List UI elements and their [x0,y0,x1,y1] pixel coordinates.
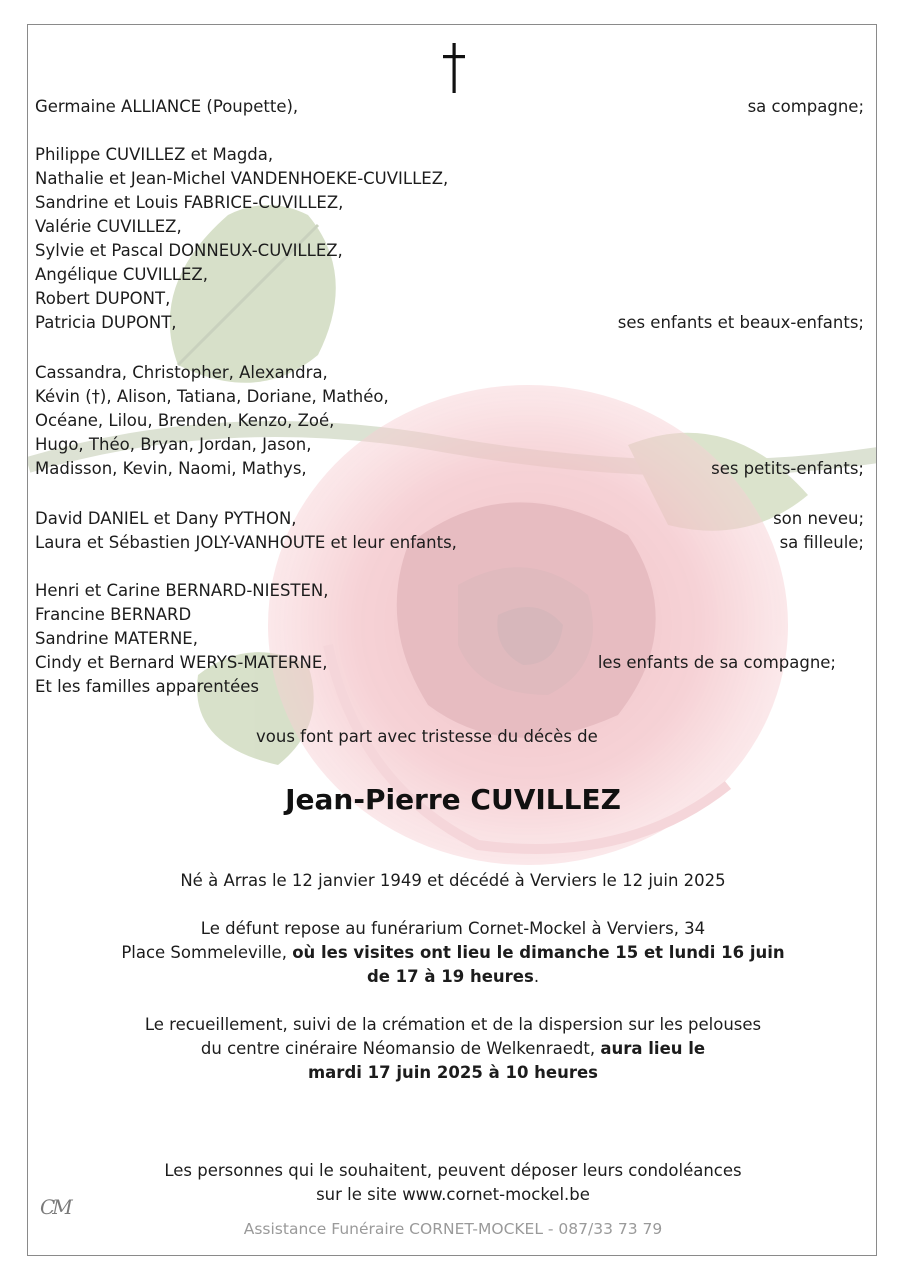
partner-child-name: Cindy et Bernard WERYS-MATERNE, [35,653,328,672]
goddaughter-role: sa filleule; [779,533,864,552]
child-name: Sylvie et Pascal DONNEUX-CUVILLEZ, [35,241,343,260]
relatives-line: Et les familles apparentées [35,677,260,696]
ceremony-line-3: mardi 17 juin 2025 à 10 heures [307,1063,598,1082]
cross-icon [441,43,467,93]
grandchildren-line: Madisson, Kevin, Naomi, Mathys, [35,459,307,478]
visitation-line-2: Place Sommeleville, où les visites ont lieu le dimanche 15 et lundi 16 juin [121,943,785,962]
visitation-line-1: Le défunt repose au funérarium Cornet-Mockel à Verviers, 34 [200,919,706,938]
grandchildren-line: Océane, Lilou, Brenden, Kenzo, Zoé, [35,411,335,430]
nephew-name: David DANIEL et Dany PYTHON, [35,509,297,528]
partner-child-name: Francine BERNARD [35,605,192,624]
grandchildren-line: Kévin (†), Alison, Tatiana, Doriane, Mathéo, [35,387,389,406]
nephew-role: son neveu; [773,509,864,528]
child-name: Robert DUPONT, [35,289,171,308]
children-role: ses enfants et beaux-enfants; [617,313,864,332]
child-name: Patricia DUPONT, [35,313,177,332]
visitation-line-3: de 17 à 19 heures. [366,967,540,986]
child-name: Sandrine et Louis FABRICE-CUVILLEZ, [35,193,344,212]
partner-name: Germaine ALLIANCE (Poupette), [35,97,299,116]
ceremony-line-2: du centre cinéraire Néomansio de Welkenraedt, aura lieu le [200,1039,706,1058]
grandchildren-line: Hugo, Théo, Bryan, Jordan, Jason, [35,435,312,454]
announcement-line: vous font part avec tristesse du décès de [256,727,598,746]
obituary-card [27,24,877,1256]
child-name: Philippe CUVILLEZ et Magda, [35,145,274,164]
ceremony-line-1: Le recueillement, suivi de la crémation et de la dispersion sur les pelouses [144,1015,762,1034]
condolences-line-1: Les personnes qui le souhaitent, peuvent déposer leurs condoléances [164,1161,742,1180]
condolences-line-2: sur le site www.cornet-mockel.be [316,1185,590,1204]
funeral-home-monogram: CM [40,1195,70,1219]
partner-children-role: les enfants de sa compagne; [597,653,836,672]
child-name: Angélique CUVILLEZ, [35,265,208,284]
partner-child-name: Henri et Carine BERNARD-NIESTEN, [35,581,329,600]
footer-contact: Assistance Funéraire CORNET-MOCKEL - 087/33 73 79 [243,1220,663,1238]
grandchildren-line: Cassandra, Christopher, Alexandra, [35,363,328,382]
child-name: Nathalie et Jean-Michel VANDENHOEKE-CUVILLEZ, [35,169,449,188]
partner-child-name: Sandrine MATERNE, [35,629,198,648]
goddaughter-name: Laura et Sébastien JOLY-VANHOUTE et leur enfants, [35,533,457,552]
birth-death-line: Né à Arras le 12 janvier 1949 et décédé à Verviers le 12 juin 2025 [180,871,726,890]
child-name: Valérie CUVILLEZ, [35,217,182,236]
partner-role: sa compagne; [747,97,864,116]
grandchildren-role: ses petits-enfants; [711,459,864,478]
deceased-name: Jean-Pierre CUVILLEZ [285,783,621,816]
